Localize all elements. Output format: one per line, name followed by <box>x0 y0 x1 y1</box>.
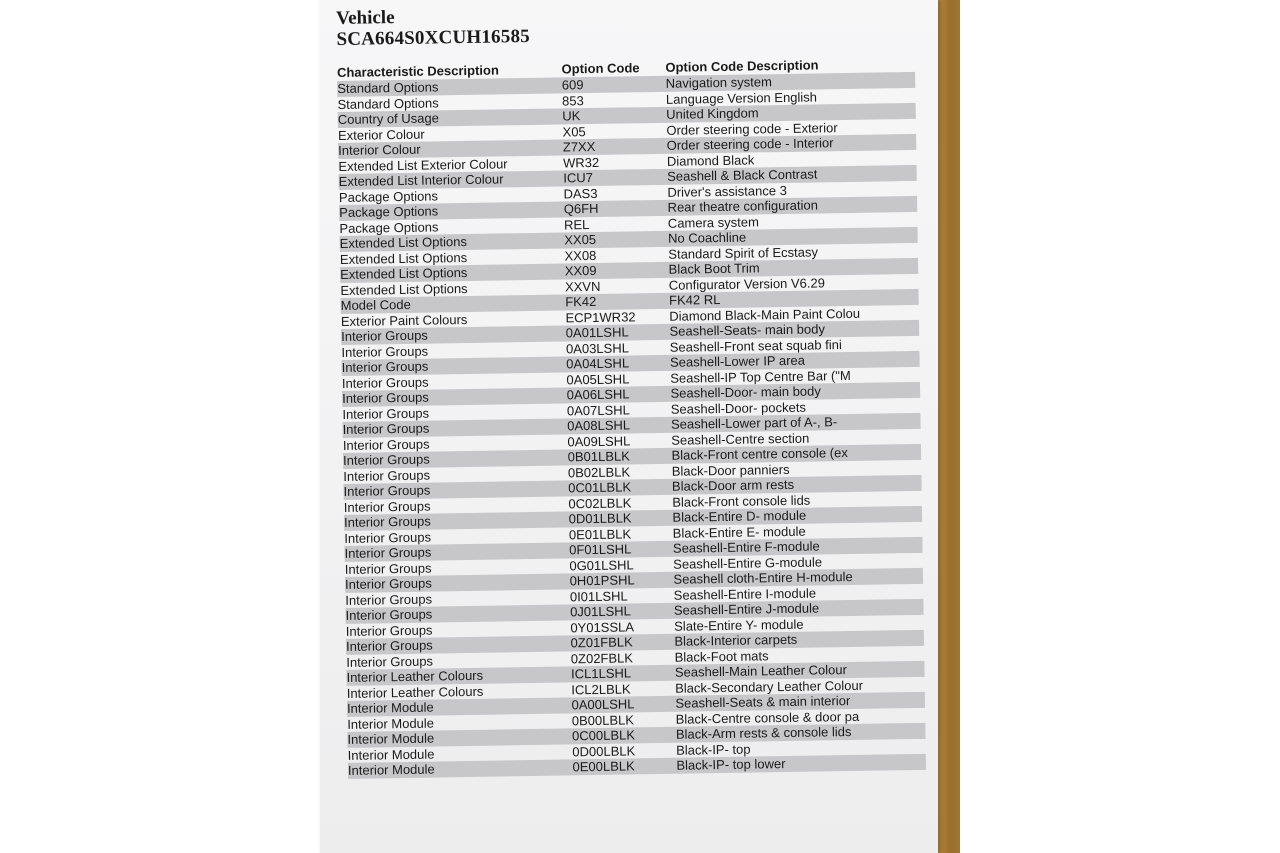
cell-option-code: 0C02LBLK <box>568 494 632 511</box>
cell-option-description: Seashell-Entire F-module <box>672 538 820 556</box>
cell-characteristic: Interior Groups <box>345 591 433 608</box>
cell-option-description: Black-Front console lids <box>672 492 811 510</box>
cell-option-code: XX05 <box>564 231 597 248</box>
cell-characteristic: Extended List Interior Colour <box>338 171 504 189</box>
cell-option-description: Seashell-Main Leather Colour <box>674 662 847 680</box>
header-option-description: Option Code Description <box>665 57 819 75</box>
cell-option-code: 0J01LSHL <box>570 603 631 620</box>
cell-option-code: ICL1LSHL <box>570 665 632 682</box>
cell-characteristic: Interior Groups <box>345 637 433 654</box>
cell-option-code: 0F01LSHL <box>569 541 632 558</box>
cell-option-description: Rear theatre configuration <box>667 197 819 215</box>
cell-option-code: WR32 <box>562 154 600 170</box>
cell-option-description: Black-Arm rests & console lids <box>675 723 852 742</box>
cell-option-description: Navigation system <box>665 74 772 91</box>
cell-option-code: 0D00LBLK <box>572 742 636 759</box>
cell-option-code: 0B00LBLK <box>571 711 635 728</box>
cell-option-code: FK42 <box>565 293 597 310</box>
cell-characteristic: Interior Leather Colours <box>346 683 484 701</box>
cell-option-description: Configurator Version V6.29 <box>668 274 826 293</box>
vin-number: SCA664S0XCUH16585 <box>336 25 531 50</box>
cell-option-code: 0A05LSHL <box>566 370 630 387</box>
cell-option-code: 853 <box>561 92 584 108</box>
cell-option-code: 0H01PSHL <box>569 572 635 589</box>
cell-option-code: ECP1WR32 <box>565 308 636 325</box>
cell-option-code: 0I01LSHL <box>569 587 628 604</box>
cell-characteristic: Extended List Options <box>340 264 468 282</box>
cell-characteristic: Model Code <box>340 296 411 313</box>
document-content <box>336 0 948 778</box>
cell-option-code: 0A06LSHL <box>566 386 630 403</box>
cell-option-code: 0A04LSHL <box>566 355 630 372</box>
cell-option-description: Seashell-Door- pockets <box>670 399 807 417</box>
cell-option-description: Order steering code - Interior <box>666 135 834 153</box>
cell-option-code: XXVN <box>564 278 601 294</box>
cell-characteristic: Interior Module <box>346 699 434 716</box>
cell-option-description: FK42 RL <box>668 291 721 308</box>
cell-option-description: Diamond Black-Main Paint Colou <box>669 305 861 324</box>
cell-option-code: 0B02LBLK <box>567 463 631 480</box>
cell-characteristic: Interior Module <box>347 746 435 763</box>
cell-option-code: 0Z01FBLK <box>570 634 633 651</box>
header-characteristic: Characteristic Description <box>336 62 499 80</box>
cell-option-description: Standard Spirit of Ecstasy <box>668 243 819 262</box>
cell-characteristic: Interior Groups <box>344 575 432 592</box>
cell-option-description: Black-Foot mats <box>674 647 769 665</box>
cell-characteristic: Interior Groups <box>344 560 432 577</box>
cell-characteristic: Standard Options <box>337 94 439 112</box>
cell-characteristic: Interior Groups <box>343 467 431 484</box>
cell-characteristic: Package Options <box>339 218 439 236</box>
cell-option-code: 0B01LBLK <box>567 448 630 465</box>
cell-option-code: 0A08LSHL <box>567 417 631 434</box>
cell-characteristic: Interior Groups <box>342 436 430 453</box>
cell-option-description: Seashell-Centre section <box>671 430 810 448</box>
cell-option-description: Seashell-Seats- main body <box>669 321 826 339</box>
cell-option-description: No Coachline <box>667 229 747 246</box>
cell-characteristic: Extended List Exterior Colour <box>338 155 508 174</box>
cell-option-code: 0A01LSHL <box>565 324 629 341</box>
cell-option-description: Black-Door panniers <box>671 461 790 479</box>
cell-option-description: Seashell & Black Contrast <box>667 166 818 184</box>
cell-option-code: 0A07LSHL <box>566 401 630 418</box>
cell-option-description: Seashell-Seats & main interior <box>675 693 851 711</box>
cell-characteristic: Interior Module <box>347 761 435 778</box>
cell-option-description: Seashell-IP Top Centre Bar ("M <box>670 367 851 386</box>
cell-characteristic: Interior Groups <box>342 389 429 406</box>
cell-option-code: 0C01LBLK <box>568 479 632 496</box>
cell-option-description: Driver's assistance 3 <box>667 182 787 200</box>
cell-characteristic: Package Options <box>338 187 439 205</box>
cell-option-description: Seashell cloth-Entire H-module <box>673 568 853 587</box>
cell-characteristic: Interior Groups <box>346 653 434 670</box>
cell-option-description: Slate-Entire Y- module <box>674 616 804 634</box>
cell-option-description: Black-Door arm rests <box>671 476 795 494</box>
cell-characteristic: Extended List Options <box>339 233 468 251</box>
cell-option-description: Black Boot Trim <box>668 260 760 277</box>
cell-characteristic: Interior Module <box>347 730 435 747</box>
cell-option-code: 0C00LBLK <box>571 727 636 744</box>
cell-characteristic: Exterior Paint Colours <box>340 311 468 329</box>
cell-option-code: 0Z02FBLK <box>570 649 634 666</box>
cell-option-code: REL <box>563 216 590 232</box>
cell-option-description: Black-Entire D- module <box>672 507 807 525</box>
cell-option-code: X05 <box>562 123 586 139</box>
cell-option-code: UK <box>562 108 581 124</box>
cell-option-description: Language Version English <box>665 88 818 107</box>
cell-option-description: Seashell-Door- main body <box>670 383 821 401</box>
options-table <box>337 56 926 778</box>
cell-option-code: 0Y01SSLA <box>570 618 635 635</box>
document-heading: Vehicle <box>336 7 395 29</box>
cell-option-description: Black-Entire E- module <box>672 523 806 541</box>
cell-characteristic: Interior Groups <box>341 358 429 375</box>
cell-option-code: XX09 <box>564 262 597 279</box>
table-body <box>337 72 926 778</box>
cell-option-description: Black-IP- top <box>676 741 751 758</box>
cell-characteristic: Standard Options <box>337 79 439 96</box>
cell-characteristic: Interior Groups <box>342 420 430 437</box>
cell-option-code: 0A00LSHL <box>571 696 635 713</box>
cell-characteristic: Interior Groups <box>343 482 431 499</box>
cell-option-description: Camera system <box>667 213 759 231</box>
cell-characteristic: Extended List Options <box>340 280 468 298</box>
cell-characteristic: Interior Groups <box>341 374 429 391</box>
cell-option-code: Z7XX <box>562 138 596 155</box>
cell-characteristic: Interior Groups <box>341 327 428 344</box>
cell-characteristic: Extended List Options <box>339 249 468 267</box>
cell-option-description: Order steering code - Exterior <box>666 119 838 138</box>
cell-characteristic: Interior Groups <box>341 343 429 360</box>
cell-option-description: Black-IP- top lower <box>676 756 786 773</box>
cell-option-code: 0A09LSHL <box>567 432 631 449</box>
cell-characteristic: Interior Groups <box>344 544 432 561</box>
cell-option-description: Seashell-Lower IP area <box>669 352 806 370</box>
cell-characteristic: Interior Module <box>347 715 435 732</box>
cell-option-code: 0D01LBLK <box>568 510 632 527</box>
cell-characteristic: Interior Groups <box>344 529 432 546</box>
cell-characteristic: Country of Usage <box>337 110 440 127</box>
cell-characteristic: Exterior Colour <box>337 126 425 143</box>
cell-option-code: 609 <box>561 77 584 93</box>
cell-characteristic: Interior Groups <box>343 498 431 515</box>
cell-option-description: Black-Front centre console (ex <box>671 445 848 463</box>
cell-option-description: Seashell-Entire J-module <box>673 600 820 618</box>
cell-option-code: 0E00LBLK <box>572 758 635 775</box>
cell-option-description: Diamond Black <box>666 151 755 169</box>
cell-characteristic: Interior Colour <box>338 141 421 158</box>
cell-option-description: Black-Centre console & door pa <box>675 708 860 727</box>
header-option-code: Option Code <box>561 60 640 77</box>
cell-option-description: Black-Secondary Leather Colour <box>675 677 864 696</box>
cell-option-code: XX08 <box>564 247 597 263</box>
cell-characteristic: Package Options <box>339 203 439 220</box>
cell-option-description: Black-Interior carpets <box>674 631 798 649</box>
cell-option-description: Seashell-Entire I-module <box>673 585 817 603</box>
cell-option-description: United Kingdom <box>666 105 759 122</box>
cell-option-code: Q6FH <box>563 200 599 217</box>
cell-option-code: ICU7 <box>563 169 594 186</box>
cell-option-description: Seashell-Lower part of A-, B- <box>670 414 838 432</box>
cell-characteristic: Interior Groups <box>345 606 433 623</box>
cell-option-code: 0A03LSHL <box>565 339 629 356</box>
cell-option-description: Seashell-Front seat squab fini <box>669 336 842 355</box>
cell-characteristic: Interior Leather Colours <box>346 667 484 685</box>
cell-characteristic: Interior Groups <box>342 451 430 468</box>
cell-option-code: ICL2LBLK <box>571 680 631 697</box>
cell-option-code: 0E01LBLK <box>568 525 632 542</box>
cell-characteristic: Interior Groups <box>343 513 431 530</box>
cell-option-code: 0G01LSHL <box>569 556 634 573</box>
cell-characteristic: Interior Groups <box>345 622 433 639</box>
cell-characteristic: Interior Groups <box>342 405 430 422</box>
cell-option-description: Seashell-Entire G-module <box>673 553 823 572</box>
cell-option-code: DAS3 <box>563 185 598 201</box>
